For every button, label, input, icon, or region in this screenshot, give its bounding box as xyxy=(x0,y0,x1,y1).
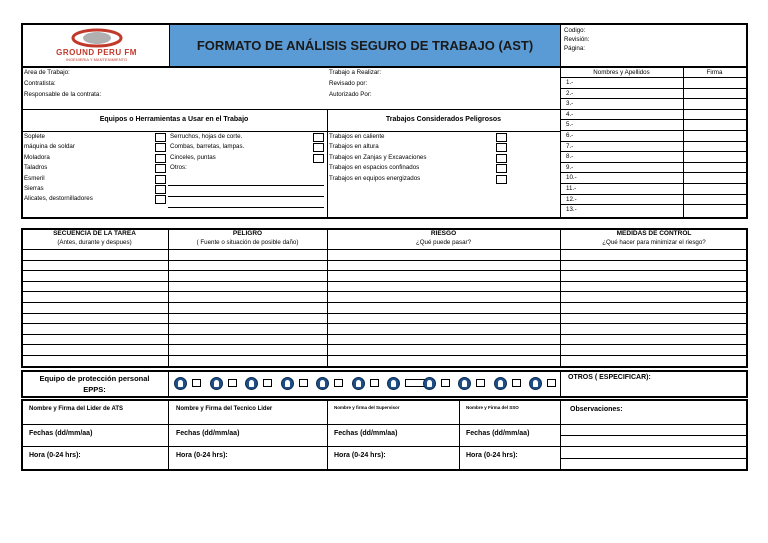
col-secuencia-sub: (Antes, durante y despues) xyxy=(57,239,132,246)
equipo-label: Soplete xyxy=(24,133,45,140)
trabajo-peligroso-label: Trabajos en altura xyxy=(329,143,379,151)
title-banner xyxy=(170,25,560,66)
signature-row-number: 10.- xyxy=(566,174,577,181)
col-secuencia-title: SECUENCIA DE LA TAREA xyxy=(53,230,136,237)
epp-checkbox[interactable] xyxy=(263,379,272,387)
area-label: Area de Trabajo: xyxy=(24,69,70,76)
autorizado-label: Autorizado Por: xyxy=(329,91,372,98)
signature-firma-field[interactable] xyxy=(686,78,744,87)
hard-hat-icon xyxy=(174,377,187,390)
equipo-checkbox[interactable] xyxy=(313,133,324,142)
analysis-row[interactable] xyxy=(21,302,748,303)
signature-name-field[interactable] xyxy=(600,78,680,87)
signature-name-field[interactable] xyxy=(600,184,680,193)
trabajo-label: Trabajo a Realizar: xyxy=(329,69,382,76)
tecnico-lider-label: Nombre y Firma del Tecnico Lider xyxy=(176,406,273,412)
signature-name-field[interactable] xyxy=(600,195,680,204)
signature-firma-field[interactable] xyxy=(686,205,744,214)
col-medidas-title: MEDIDAS DE CONTROL xyxy=(616,230,692,237)
equipos-header: Equipos o Herramientas a Usar en el Trabajo xyxy=(99,116,249,123)
analysis-row[interactable] xyxy=(21,323,748,324)
signature-row-number: 11.- xyxy=(566,185,577,192)
responsable-label: Responsable de la contrata: xyxy=(24,91,102,98)
observaciones-label: Observaciones: xyxy=(570,406,623,413)
signature-name-field[interactable] xyxy=(600,205,680,214)
col-peligro-title: PELIGRO xyxy=(232,230,263,237)
signature-firma-header: Firma xyxy=(706,69,723,76)
trabajo-peligroso-label: Trabajos en Zanjas y Excavaciones xyxy=(329,153,427,161)
respirator-icon xyxy=(387,377,400,390)
col-riesgo-sub: ¿Qué puede pasar? xyxy=(415,239,472,246)
epp-checkbox[interactable] xyxy=(547,379,556,387)
equipo-label: Alicates, destornilladores xyxy=(24,195,93,203)
signature-name-field[interactable] xyxy=(600,163,680,172)
equipo-label: Combas, barretas, lampas. xyxy=(170,143,245,151)
signature-firma-field[interactable] xyxy=(686,120,744,129)
trabajo-peligroso-checkbox[interactable] xyxy=(496,175,507,184)
contratista-label: Contratista: xyxy=(24,80,56,87)
analysis-row[interactable] xyxy=(21,281,748,282)
signature-row-number: 1.- xyxy=(566,79,574,86)
equipo-checkbox[interactable] xyxy=(155,195,166,204)
signature-firma-field[interactable] xyxy=(686,142,744,151)
peligrosos-header: Trabajos Considerados Peligrosos xyxy=(385,116,502,123)
face-shield-icon xyxy=(352,377,365,390)
epp-checkbox[interactable] xyxy=(370,379,379,387)
hora-2: Hora (0-24 hrs): xyxy=(176,452,228,459)
page-label: Página: xyxy=(564,45,585,52)
equipo-checkbox[interactable] xyxy=(313,154,324,163)
hora-4: Hora (0-24 hrs): xyxy=(466,452,518,459)
logo-tagline: INGENIERIA Y MANTENIMIENTO xyxy=(65,57,128,62)
signature-name-field[interactable] xyxy=(600,110,680,119)
trabajo-peligroso-checkbox[interactable] xyxy=(496,164,507,173)
code-label: Codigo: xyxy=(564,27,586,34)
epp-checkbox[interactable] xyxy=(334,379,343,387)
equipo-label: Esmeril xyxy=(24,174,45,182)
epp-checkbox[interactable] xyxy=(476,379,485,387)
signature-row-number: 2.- xyxy=(566,90,574,97)
logo-swoosh-icon xyxy=(67,28,127,48)
signature-name-field[interactable] xyxy=(600,142,680,151)
page-title: FORMATO DE ANÁLISIS SEGURO DE TRABAJO (AST) xyxy=(196,38,534,53)
equipo-label: máquina de soldar xyxy=(24,143,75,151)
col-riesgo-title: RIESGO xyxy=(430,230,457,237)
gloves-icon xyxy=(316,377,329,390)
trabajo-peligroso-label: Trabajos en equipos energizados xyxy=(329,174,421,182)
signature-row-number: 5.- xyxy=(566,121,574,128)
trabajo-peligroso-checkbox[interactable] xyxy=(496,154,507,163)
lider-ats-label: Nombre y Firma del Lider de ATS xyxy=(29,406,124,412)
supervisor-label: Nombre y firma del Supervisor xyxy=(334,405,400,410)
otros-especificar: OTROS ( ESPECIFICAR): xyxy=(568,374,651,381)
analysis-row[interactable] xyxy=(21,249,748,250)
signature-firma-field[interactable] xyxy=(686,99,744,108)
signature-row-number: 4.- xyxy=(566,111,574,118)
equipo-label: Serruchos, hojas de corte. xyxy=(170,133,243,140)
signature-firma-field[interactable] xyxy=(686,184,744,193)
equipo-label: Cinceles, puntas xyxy=(170,153,216,161)
revisado-label: Revisado por: xyxy=(329,80,368,87)
trabajo-peligroso-checkbox[interactable] xyxy=(496,143,507,152)
equipo-checkbox[interactable] xyxy=(155,175,166,184)
analysis-row[interactable] xyxy=(21,334,748,335)
equipo-checkbox[interactable] xyxy=(155,185,166,194)
harness-icon xyxy=(458,377,471,390)
analysis-row[interactable] xyxy=(21,291,748,292)
safety-glasses-icon xyxy=(281,377,294,390)
signature-firma-field[interactable] xyxy=(686,195,744,204)
equipo-checkbox[interactable] xyxy=(155,133,166,142)
epps-label-2: EPPS: xyxy=(83,385,106,394)
analysis-row[interactable] xyxy=(21,355,748,356)
fecha-4: Fechas (dd/mm/aa) xyxy=(466,430,530,437)
epp-checkbox[interactable] xyxy=(441,379,450,387)
trabajo-peligroso-label: Trabajos en caliente xyxy=(329,133,385,140)
signature-firma-field[interactable] xyxy=(686,89,744,98)
equipo-checkbox[interactable] xyxy=(155,154,166,163)
signature-firma-field[interactable] xyxy=(686,110,744,119)
signature-row-number: 7.- xyxy=(566,143,574,150)
logo-text: GROUND PERU FM xyxy=(56,48,137,57)
signature-name-field[interactable] xyxy=(600,152,680,161)
col-medidas-sub: ¿Qué hacer para minimizar el riesgo? xyxy=(602,239,706,246)
fecha-2: Fechas (dd/mm/aa) xyxy=(176,430,240,437)
equipo-label: Moladora xyxy=(24,153,50,161)
analysis-row[interactable] xyxy=(21,344,748,345)
signature-name-field[interactable] xyxy=(600,120,680,129)
trabajo-peligroso-checkbox[interactable] xyxy=(496,133,507,142)
signature-row-number: 3.- xyxy=(566,100,574,107)
epp-checkbox[interactable] xyxy=(512,379,521,387)
hora-1: Hora (0-24 hrs): xyxy=(29,452,81,459)
safety-boots-icon xyxy=(245,377,258,390)
equipo-checkbox[interactable] xyxy=(313,143,324,152)
trabajo-peligroso-label: Trabajos en espacios confinados xyxy=(329,164,420,172)
signature-name-field[interactable] xyxy=(600,89,680,98)
protective-suit-icon xyxy=(494,377,507,390)
epp-checkbox[interactable] xyxy=(192,379,201,387)
signature-row-number: 8.- xyxy=(566,153,574,160)
analysis-row[interactable] xyxy=(21,270,748,271)
signature-name-field[interactable] xyxy=(600,173,680,182)
equipo-checkbox[interactable] xyxy=(155,143,166,152)
col-peligro-sub: ( Fuente o situación de posible daño) xyxy=(196,239,299,246)
hearing-protection-icon xyxy=(210,377,223,390)
fecha-3: Fechas (dd/mm/aa) xyxy=(334,430,398,437)
analysis-row[interactable] xyxy=(21,260,748,261)
epps-label-1: Equipo de protección personal xyxy=(39,374,150,383)
equipo-label: Taladros xyxy=(24,164,48,172)
doc-meta xyxy=(560,25,746,66)
ear-muffs-icon xyxy=(529,377,542,390)
signature-row-number: 12.- xyxy=(566,196,577,203)
signature-firma-field[interactable] xyxy=(686,173,744,182)
revision-label: Revisión: xyxy=(564,36,590,43)
signature-row-number: 13.- xyxy=(566,206,577,213)
signature-name-field[interactable] xyxy=(600,131,680,140)
analysis-row[interactable] xyxy=(21,313,748,314)
equipo-label: Otros: xyxy=(170,164,187,172)
signature-row-number: 9.- xyxy=(566,164,574,171)
epp-checkbox[interactable] xyxy=(228,379,237,387)
signature-firma-field[interactable] xyxy=(686,131,744,140)
epp-checkbox[interactable] xyxy=(299,379,308,387)
welding-mask-icon xyxy=(423,377,436,390)
equipo-checkbox[interactable] xyxy=(155,164,166,173)
signature-firma-field[interactable] xyxy=(686,152,744,161)
signature-name-field[interactable] xyxy=(600,99,680,108)
equipo-label: Sierras xyxy=(24,185,44,192)
sso-label: Nombre y Firma del SSO xyxy=(466,405,519,410)
signature-name-header: Nombres y Apellidos xyxy=(593,69,650,76)
fecha-1: Fechas (dd/mm/aa) xyxy=(29,430,93,437)
logo-cell xyxy=(23,25,170,66)
hora-3: Hora (0-24 hrs): xyxy=(334,452,386,459)
signature-firma-field[interactable] xyxy=(686,163,744,172)
signature-row-number: 6.- xyxy=(566,132,574,139)
